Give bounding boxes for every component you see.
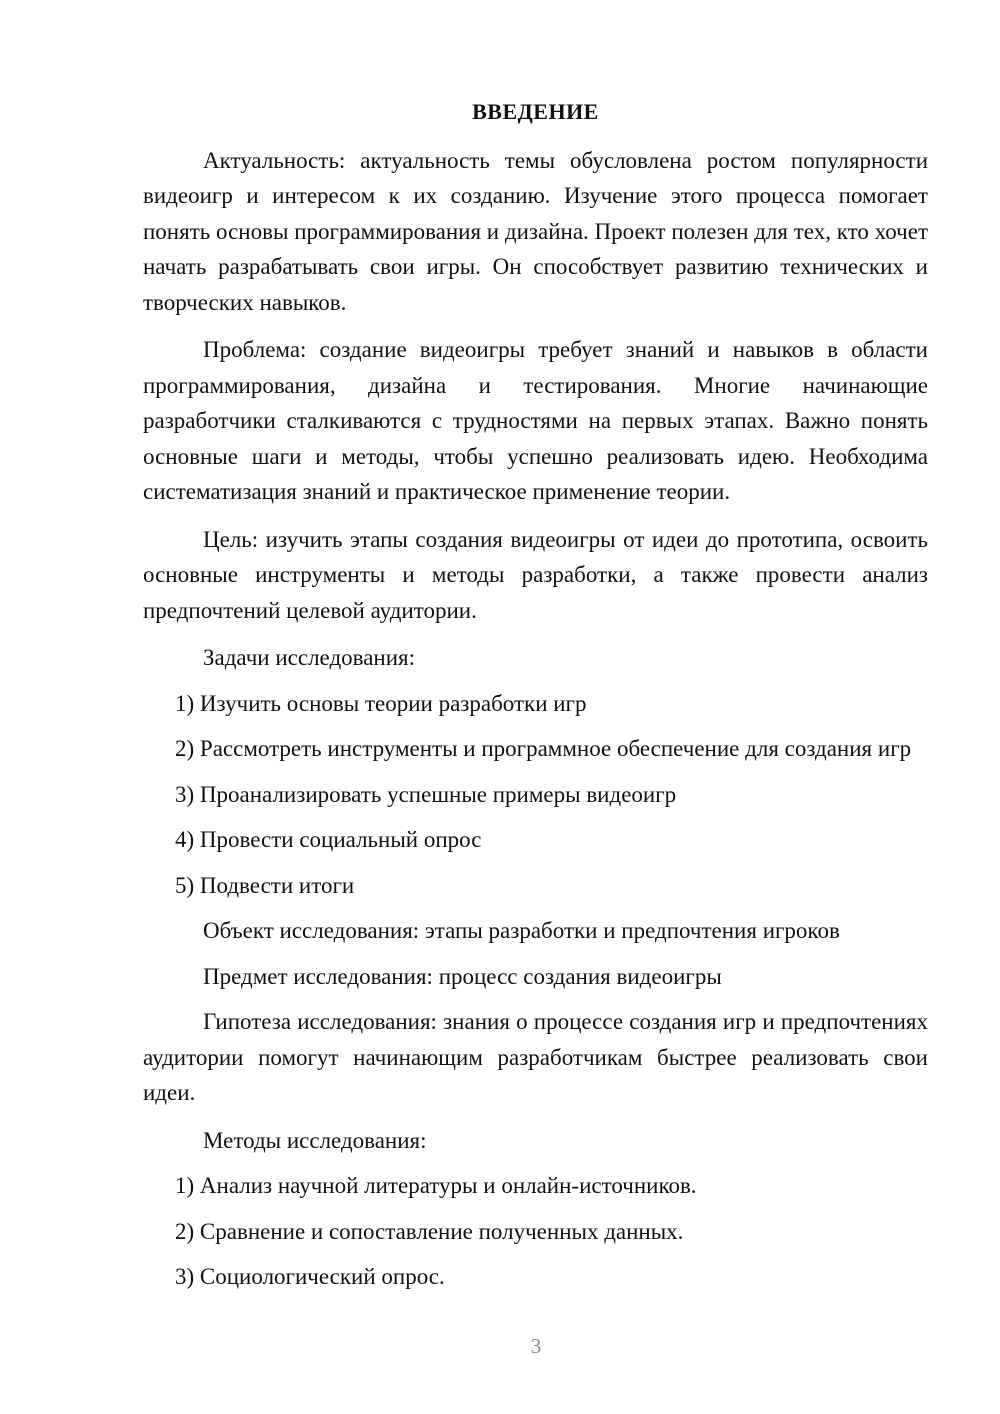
task-item-5: 5) Подвести итоги	[175, 872, 355, 898]
problem-paragraph: Проблема: создание видеоигры требует знаний и навыков в области программирования, дизайна и тестирования. Многие начинающие разработчики сталкиваются с трудностями на первых этапах. Важно понять основные шаги и методы, чтобы успешно реализовать идею. Необходима систематизация знаний и практическое применение теории.	[143, 337, 928, 504]
method-item-3: 3) Социологический опрос.	[175, 1264, 445, 1289]
page-number: 3	[530, 1334, 542, 1358]
method-item-1: 1) Анализ научной литературы и онлайн-источников.	[175, 1173, 697, 1198]
task-item-4: 4) Провести социальный опрос	[175, 827, 482, 852]
page-title: ВВЕДЕНИЕ	[472, 99, 599, 124]
relevance-paragraph: Актуальность: актуальность темы обусловлена ростом популярности видеоигр и интересом к их созданию. Изучение этого процесса помогает понять основы программирования и дизайна. Проект полезен для тех, кто хочет начать разрабатывать свои игры. Он способствует развитию технических и творческих навыков.	[143, 147, 928, 315]
methods-heading: Методы исследования:	[203, 1127, 427, 1153]
tasks-heading: Задачи исследования:	[203, 645, 416, 670]
method-item-2: 2) Сравнение и сопоставление полученных данных.	[175, 1218, 684, 1244]
page-content	[143, 94, 928, 1305]
object-line: Объект исследования: этапы разработки и предпочтения игроков	[203, 918, 840, 943]
hypothesis-paragraph: Гипотеза исследования: знания о процессе создания игр и предпочтениях аудитории помогут начинающим разработчикам быстрее реализовать свои идеи.	[143, 1009, 928, 1105]
task-item-3: 3) Проанализировать успешные примеры видеоигр	[175, 781, 677, 807]
task-item-2: 2) Рассмотреть инструменты и программное обеспечение для создания игр	[175, 736, 912, 761]
task-item-1: 1) Изучить основы теории разработки игр	[175, 690, 587, 716]
goal-paragraph: Цель: изучить этапы создания видеоигры от идеи до прототипа, освоить основные инструменты и методы разработки, а также провести анализ предпочтений целевой аудитории.	[143, 526, 928, 623]
subject-line: Предмет исследования: процесс создания видеоигры	[203, 963, 722, 989]
